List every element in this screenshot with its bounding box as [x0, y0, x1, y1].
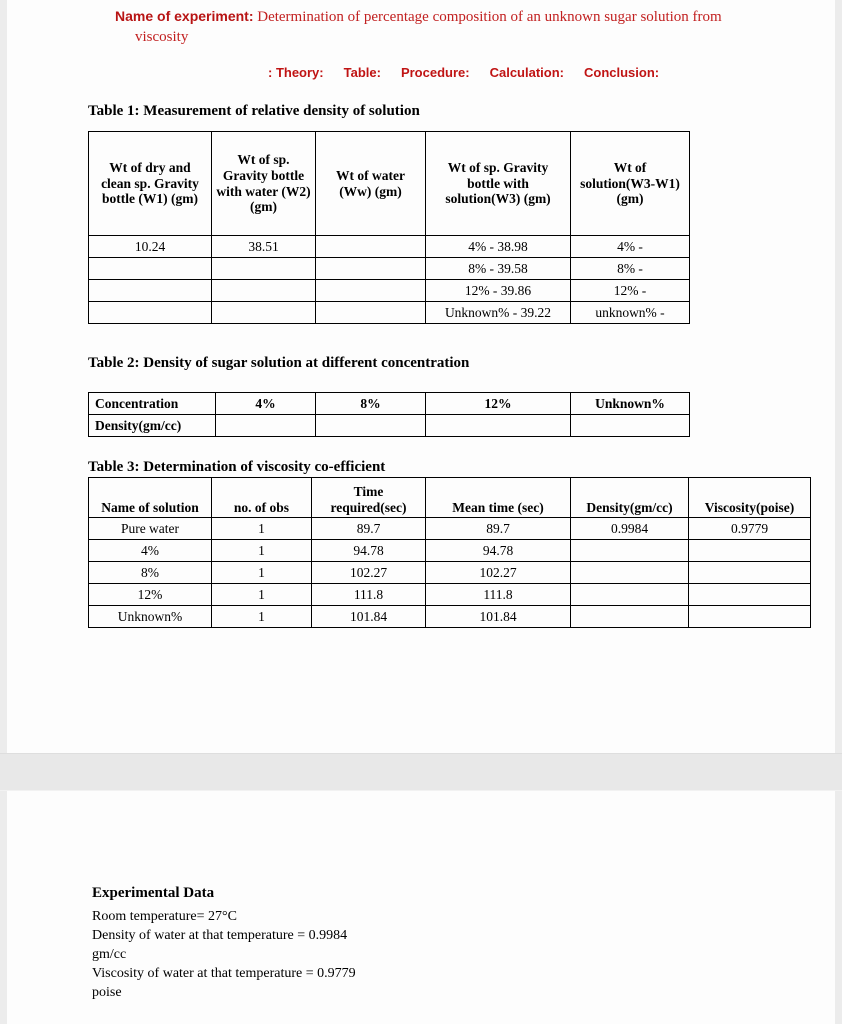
table-cell: 4% — [89, 540, 212, 562]
table-row — [89, 584, 811, 606]
table-cell — [571, 540, 689, 562]
table-cell — [89, 258, 212, 280]
table-cell: 12% — [89, 584, 212, 606]
table-row — [89, 415, 690, 437]
row-label: Density(gm/cc) — [89, 415, 216, 437]
table-cell: 89.7 — [426, 518, 571, 540]
table-row — [89, 393, 690, 415]
scan-edge-left — [0, 0, 7, 1024]
experimental-line: poise — [92, 985, 122, 1000]
table-cell — [212, 302, 316, 324]
experimental-line: Room temperature= 27°C — [92, 909, 237, 924]
column-header: Wt of sp. Gravity bottle with water (W2) (gm) — [212, 132, 316, 236]
nav-table: Table: — [343, 65, 381, 80]
table3-viscosity-coefficient — [88, 477, 811, 628]
column-header: Viscosity(poise) — [689, 478, 811, 518]
page-break-band — [0, 753, 842, 791]
table-row — [89, 236, 690, 258]
table-cell: 102.27 — [426, 562, 571, 584]
table2-density-concentration — [88, 392, 690, 437]
table-cell — [316, 415, 426, 437]
experimental-line: Viscosity of water at that temperature = 0.9779 — [92, 966, 356, 981]
table-cell: Pure water — [89, 518, 212, 540]
table-cell — [571, 562, 689, 584]
table-cell: 12% — [426, 393, 571, 415]
table-cell: 1 — [212, 540, 312, 562]
table-cell: 0.9779 — [689, 518, 811, 540]
table-cell — [571, 415, 690, 437]
table-cell — [316, 280, 426, 302]
table-cell: 101.84 — [312, 606, 426, 628]
table-cell — [689, 606, 811, 628]
table-row — [89, 280, 690, 302]
table-cell — [689, 584, 811, 606]
table-cell: 94.78 — [312, 540, 426, 562]
column-header: Name of solution — [89, 478, 212, 518]
table-row — [89, 606, 811, 628]
nav-calculation: Calculation: — [489, 65, 564, 80]
experimental-data-title: Experimental Data — [92, 885, 215, 901]
table-cell: 0.9984 — [571, 518, 689, 540]
table-row — [89, 258, 690, 280]
column-header: no. of obs — [212, 478, 312, 518]
column-header: Time required(sec) — [312, 478, 426, 518]
column-header: Wt of sp. Gravity bottle with solution(W3) (gm) — [426, 132, 571, 236]
title-line1 — [115, 6, 775, 27]
experiment-title — [115, 6, 775, 47]
table-cell: 1 — [212, 584, 312, 606]
title-line2: viscosity — [135, 29, 189, 45]
nav-conclusion: Conclusion: — [584, 65, 660, 80]
table-cell: 102.27 — [312, 562, 426, 584]
table-cell — [212, 280, 316, 302]
nav-theory: : Theory: — [268, 65, 324, 80]
column-header: Wt of solution(W3-W1) (gm) — [571, 132, 690, 236]
table-cell: Unknown% — [89, 606, 212, 628]
table-cell: 1 — [212, 518, 312, 540]
column-header: Mean time (sec) — [426, 478, 571, 518]
table-header-row — [89, 132, 690, 236]
table-cell — [89, 302, 212, 324]
table-cell — [212, 258, 316, 280]
table-cell — [316, 302, 426, 324]
table-cell: 111.8 — [426, 584, 571, 606]
nav-procedure: Procedure: — [400, 65, 470, 80]
table-row — [89, 562, 811, 584]
table-cell — [316, 236, 426, 258]
column-header: Density(gm/cc) — [571, 478, 689, 518]
title-label: Name of experiment: — [115, 8, 254, 24]
table-cell: 94.78 — [426, 540, 571, 562]
table-cell — [426, 415, 571, 437]
table-cell — [689, 562, 811, 584]
table-cell: Unknown% — [571, 393, 690, 415]
table-row — [89, 540, 811, 562]
table-cell: unknown% - — [571, 302, 690, 324]
table2-caption: Table 2: Density of sugar solution at different concentration — [88, 355, 470, 371]
table-cell: 8% - 39.58 — [426, 258, 571, 280]
table-cell — [689, 540, 811, 562]
table-cell: 4% — [216, 393, 316, 415]
row-label: Concentration — [89, 393, 216, 415]
table-header-row — [89, 478, 811, 518]
column-header: Wt of dry and clean sp. Gravity bottle (W1) (gm) — [89, 132, 212, 236]
table-cell: 1 — [212, 606, 312, 628]
table-cell: 4% - 38.98 — [426, 236, 571, 258]
table-cell: 38.51 — [212, 236, 316, 258]
table-cell: 89.7 — [312, 518, 426, 540]
table1-caption: Table 1: Measurement of relative density of solution — [88, 103, 420, 119]
table-cell: 8% — [316, 393, 426, 415]
table-cell — [571, 606, 689, 628]
table-cell — [316, 258, 426, 280]
table-cell — [571, 584, 689, 606]
table-cell: 4% - — [571, 236, 690, 258]
title-text: Determination of percentage composition of an unknown sugar solution from — [257, 9, 722, 25]
table-row — [89, 518, 811, 540]
experimental-line: Density of water at that temperature = 0.9984 — [92, 928, 348, 943]
table-cell: 12% - — [571, 280, 690, 302]
table-cell — [89, 280, 212, 302]
table-cell: 10.24 — [89, 236, 212, 258]
table-cell: 111.8 — [312, 584, 426, 606]
table-cell: 8% — [89, 562, 212, 584]
experimental-line: gm/cc — [92, 947, 127, 962]
table1-relative-density — [88, 131, 690, 324]
scan-edge-right — [835, 0, 842, 1024]
table-cell: 101.84 — [426, 606, 571, 628]
table-cell: 8% - — [571, 258, 690, 280]
table-cell: Unknown% - 39.22 — [426, 302, 571, 324]
experimental-data-section — [92, 884, 512, 1002]
table-cell: 12% - 39.86 — [426, 280, 571, 302]
table-row — [89, 302, 690, 324]
section-nav — [268, 65, 659, 80]
table-cell: 1 — [212, 562, 312, 584]
table3-caption: Table 3: Determination of viscosity co-efficient — [88, 459, 386, 475]
table-cell — [216, 415, 316, 437]
column-header: Wt of water (Ww) (gm) — [316, 132, 426, 236]
